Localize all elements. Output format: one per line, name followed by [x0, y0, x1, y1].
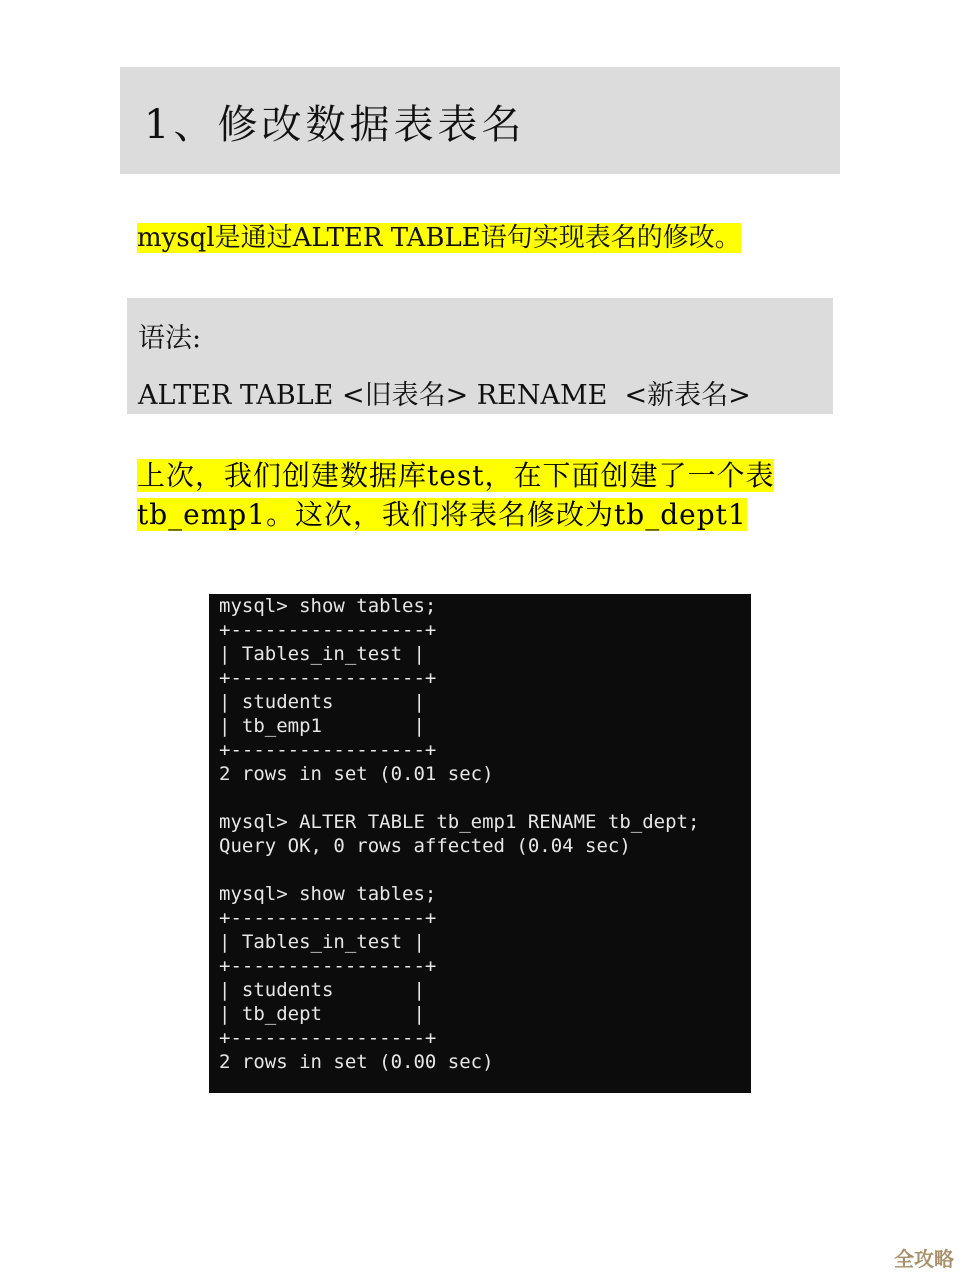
terminal-line: +-----------------+ — [219, 955, 437, 977]
context-text — [137, 456, 847, 534]
terminal-line: Query OK, 0 rows affected (0.04 sec) — [219, 835, 631, 857]
terminal-screenshot — [209, 594, 751, 1093]
intro-highlight: mysql是通过ALTER TABLE语句实现表名的修改。 — [137, 223, 741, 253]
context-line-2: tb_emp1。这次，我们将表名修改为tb_dept1 — [137, 498, 747, 531]
terminal-line: +-----------------+ — [219, 1027, 437, 1049]
terminal-output — [219, 594, 699, 1074]
syntax-statement: ALTER TABLE <旧表名> RENAME <新表名> — [138, 380, 751, 411]
terminal-line — [219, 786, 699, 810]
terminal-line: 2 rows in set (0.00 sec) — [219, 1051, 494, 1073]
terminal-line: 2 rows in set (0.01 sec) — [219, 763, 494, 785]
terminal-line: | students | — [219, 691, 425, 713]
terminal-line: +-----------------+ — [219, 739, 437, 761]
context-line-1: 上次，我们创建数据库test，在下面创建了一个表 — [137, 459, 775, 492]
section-title: 1、修改数据表表名 — [144, 102, 526, 148]
terminal-line — [219, 858, 699, 882]
watermark: 全攻略 — [894, 1247, 954, 1271]
terminal-line: | tb_dept | — [219, 1003, 425, 1025]
syntax-label: 语法: — [138, 323, 202, 354]
terminal-line: | tb_emp1 | — [219, 715, 425, 737]
terminal-line: mysql> show tables; — [219, 595, 437, 617]
terminal-line: | Tables_in_test | — [219, 931, 425, 953]
terminal-line: +-----------------+ — [219, 667, 437, 689]
section-title-box — [120, 67, 840, 174]
terminal-line: +-----------------+ — [219, 619, 437, 641]
intro-text — [137, 220, 741, 256]
terminal-line: mysql> ALTER TABLE tb_emp1 RENAME tb_dept; — [219, 811, 700, 833]
syntax-box — [127, 298, 833, 414]
terminal-line: +-----------------+ — [219, 907, 437, 929]
terminal-line: | Tables_in_test | — [219, 643, 425, 665]
terminal-line: | students | — [219, 979, 425, 1001]
terminal-line: mysql> show tables; — [219, 883, 437, 905]
